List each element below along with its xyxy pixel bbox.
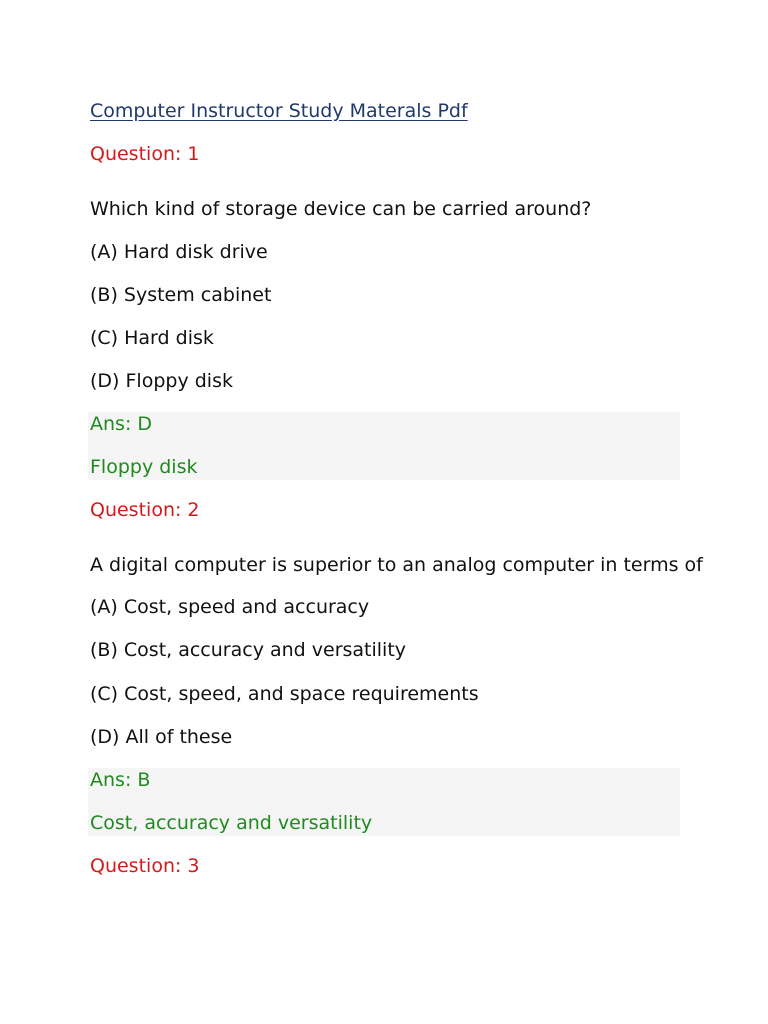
question-2-option-a: (A) Cost, speed and accuracy — [90, 596, 370, 618]
question-2-option-c: (C) Cost, speed, and space requirements — [90, 683, 479, 705]
question-2-option-b: (B) Cost, accuracy and versatility — [90, 639, 407, 661]
question-2-option-d: (D) All of these — [90, 726, 233, 748]
question-2-label: Question: 2 — [90, 499, 200, 521]
question-1-option-c: (C) Hard disk — [90, 327, 214, 349]
answer-1-text: Floppy disk — [90, 456, 198, 478]
question-1-option-a: (A) Hard disk drive — [90, 241, 268, 263]
question-1-text: Which kind of storage device can be carried around? — [90, 198, 592, 220]
answer-2-text: Cost, accuracy and versatility — [90, 812, 373, 834]
answer-2-label: Ans: B — [90, 769, 151, 791]
question-1-option-b: (B) System cabinet — [90, 284, 272, 306]
question-2-text: A digital computer is superior to an analog computer in terms of — [90, 554, 703, 576]
question-1-label: Question: 1 — [90, 143, 200, 165]
document-title-link[interactable]: Computer Instructor Study Materals Pdf — [90, 100, 468, 122]
answer-1-label: Ans: D — [90, 413, 153, 435]
question-3-label: Question: 3 — [90, 855, 200, 877]
question-1-option-d: (D) Floppy disk — [90, 370, 233, 392]
